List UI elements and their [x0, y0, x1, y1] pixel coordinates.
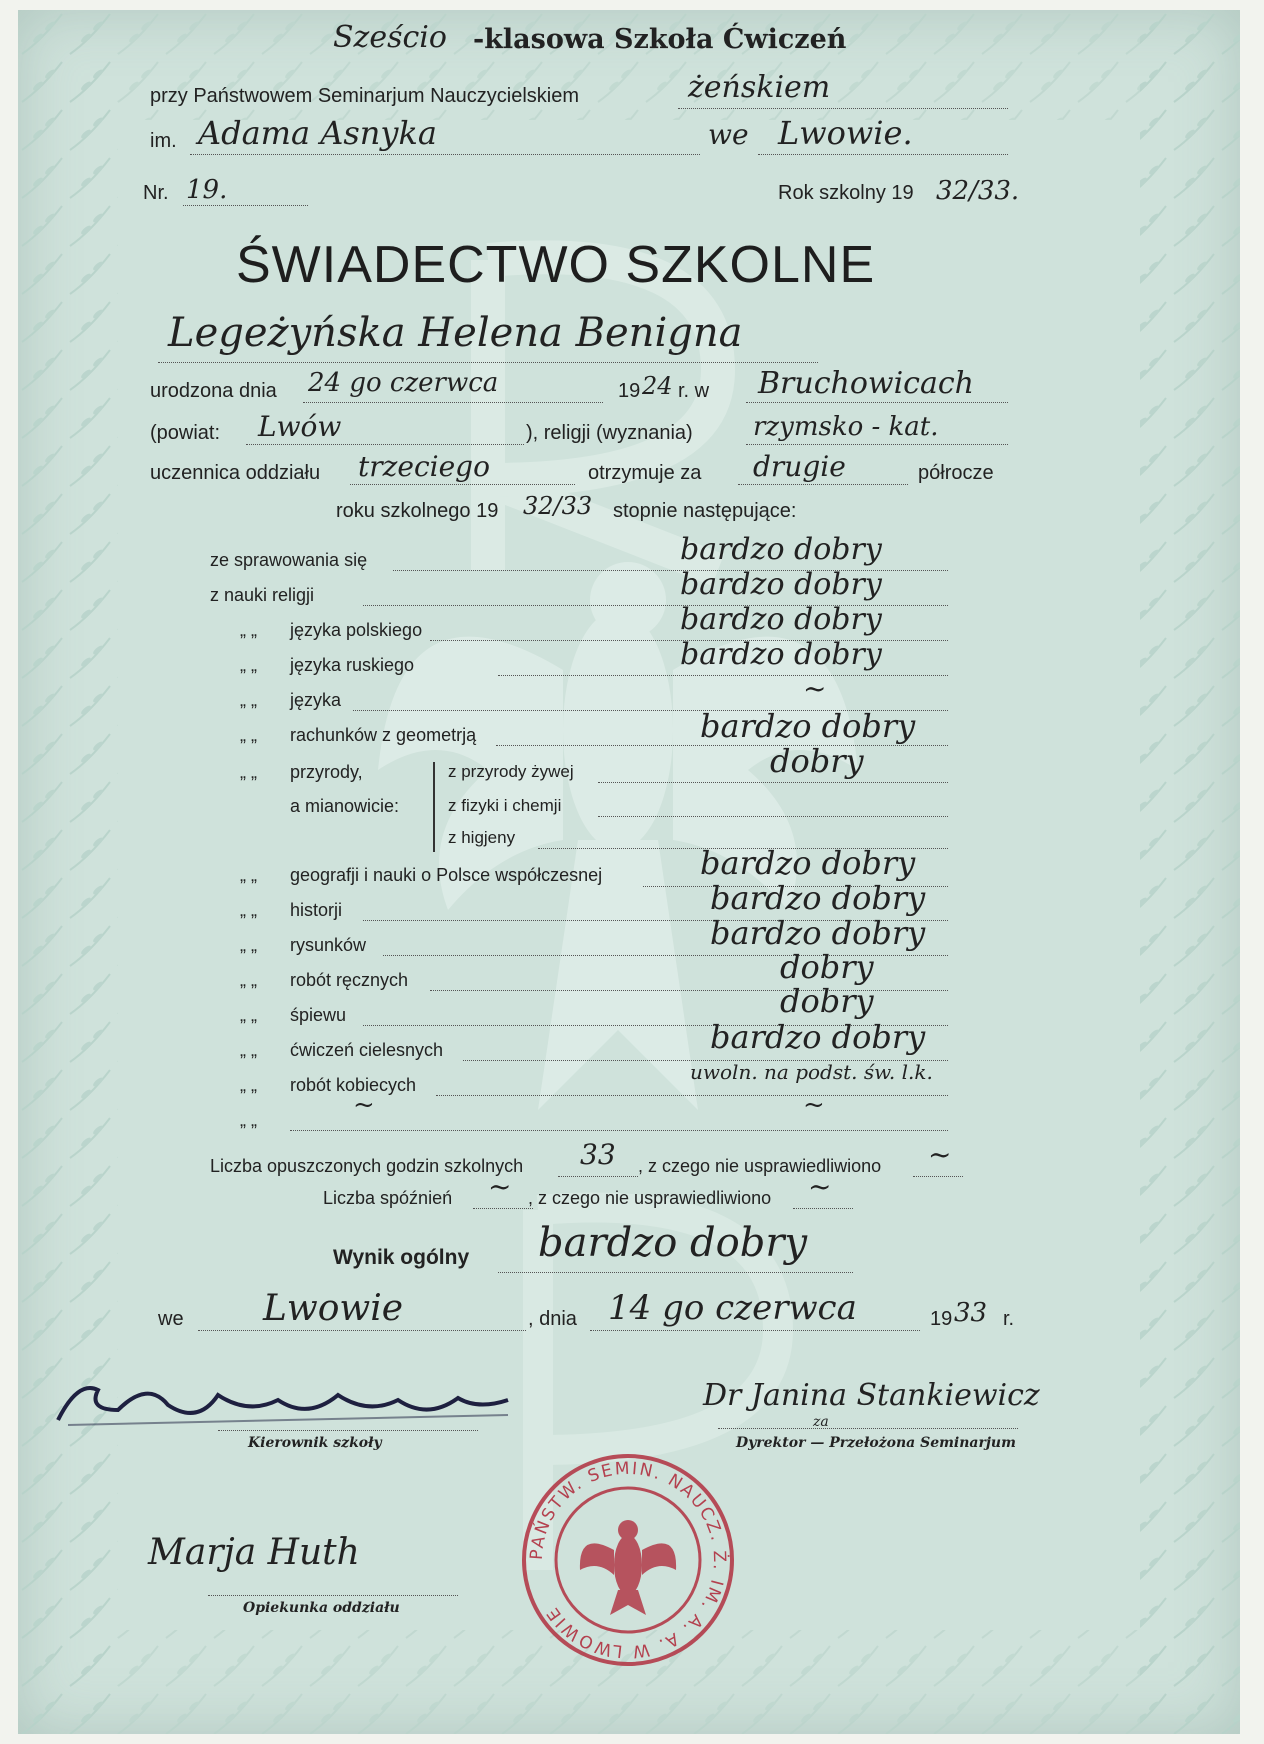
grade-subject: historji	[290, 900, 343, 920]
dotted-rule	[718, 1428, 1018, 1429]
date-label: , dnia	[528, 1308, 577, 1330]
ditto-marks: „ „	[240, 690, 257, 710]
document-title: ŚWIADECTWO SZKOLNE	[236, 236, 876, 294]
grade-subject: z nauki religji	[210, 585, 315, 605]
dotted-rule	[913, 1176, 963, 1177]
school-year-label: Rok szkolny 19	[778, 182, 914, 204]
grade-subject: rachunków z geometrją	[290, 725, 477, 745]
late-value: ~	[488, 1170, 512, 1203]
born-day: 24 go czerwca	[308, 368, 499, 398]
grade-subject: rysunków	[290, 935, 367, 955]
dotted-rule	[198, 1330, 526, 1331]
grades-intro-year: 32/33	[523, 492, 593, 520]
dotted-rule	[590, 1330, 920, 1331]
dotted-rule	[436, 1095, 948, 1096]
ditto-marks: „ „	[240, 1110, 257, 1130]
seminary-type-handwritten: żeńskiem	[688, 70, 831, 105]
dotted-rule	[758, 154, 1008, 155]
director-signature: Dr Janina Stankiewicz	[703, 1378, 1040, 1413]
director-label: Dyrektor — Przełożona Seminarjum	[736, 1435, 1016, 1451]
dotted-rule	[746, 402, 1008, 403]
grade-value: ~	[803, 672, 827, 705]
dotted-rule	[473, 1208, 533, 1209]
dotted-rule	[793, 1208, 853, 1209]
ditto-marks: „ „	[240, 655, 257, 675]
grade-value: bardzo dobry	[680, 532, 882, 567]
born-label: urodzona dnia	[150, 380, 277, 402]
dotted-rule	[218, 1430, 478, 1431]
number-value: 19.	[186, 175, 228, 205]
grade-value: bardzo dobry	[680, 602, 882, 637]
dotted-rule	[158, 362, 818, 363]
dotted-rule	[746, 444, 1008, 445]
late-unexcused-label: , z czego nie usprawiedliwiono	[528, 1188, 772, 1208]
school-type-handwritten: Sześcio	[333, 20, 447, 55]
grade-subject: języka	[290, 690, 342, 710]
patron-label: im.	[150, 130, 177, 152]
grades-intro-prefix: roku szkolnego 19	[336, 500, 499, 522]
director-for-note: za	[813, 1414, 829, 1430]
district-label: (powiat:	[150, 422, 221, 444]
ditto-marks: „ „	[240, 970, 257, 990]
ditto-marks: „ „	[240, 865, 257, 885]
grade-value: dobry	[780, 982, 874, 1020]
dotted-rule	[498, 675, 948, 676]
grade-value: bardzo dobry	[680, 637, 882, 672]
seminary-label: przy Państwowem Seminarjum Nauczycielskiem	[150, 85, 580, 107]
late-label: Liczba spóźnień	[323, 1188, 453, 1208]
issue-year-prefix: 19	[930, 1308, 953, 1330]
place-city: Lwowie	[263, 1288, 404, 1329]
city-handwritten: Lwowie.	[778, 114, 913, 152]
grade-value: bardzo dobry	[700, 844, 916, 882]
dotted-rule	[598, 782, 948, 783]
ditto-marks: „ „	[240, 900, 257, 920]
ditto-marks: „ „	[240, 1005, 257, 1025]
dotted-rule	[183, 205, 308, 206]
ditto-marks: „ „	[240, 1075, 257, 1095]
number-label: Nr.	[143, 182, 169, 204]
grade-value: bardzo dobry	[710, 1018, 926, 1056]
dotted-rule	[738, 484, 908, 485]
grade-value: ~	[803, 1090, 825, 1120]
grade-value: dobry	[780, 948, 874, 986]
overall-result-value: bardzo dobry	[538, 1220, 808, 1266]
ditto-marks: „ „	[240, 725, 257, 745]
principal-label: Kierownik szkoły	[248, 1435, 382, 1451]
patron-handwritten: Adama Asnyka	[198, 114, 437, 152]
grade-value: bardzo dobry	[680, 567, 882, 602]
born-year-prefix: 19	[618, 380, 641, 402]
grade-subject: robót kobiecych	[290, 1075, 417, 1095]
ditto-marks: „ „	[240, 620, 257, 640]
official-stamp-icon	[518, 1450, 738, 1670]
nature-subcategory: z higjeny	[448, 828, 516, 847]
class-value: trzeciego	[358, 450, 490, 483]
guardian-signature: Marja Huth	[148, 1532, 360, 1573]
grade-subject: przyrody,	[290, 762, 363, 782]
born-year-suffix: r. w	[678, 380, 710, 402]
dotted-rule	[303, 402, 603, 403]
ditto-marks: „ „	[240, 935, 257, 955]
grade-value: dobry	[770, 742, 864, 780]
grade-subject: języka ruskiego	[290, 655, 415, 675]
receives-label: otrzymuje za	[588, 462, 702, 484]
religion-label: ), religji (wyznania)	[526, 422, 693, 444]
dotted-rule	[558, 1176, 638, 1177]
grade-subject: ze sprawowania się	[210, 550, 368, 570]
school-year-value: 32/33.	[936, 176, 1020, 206]
grade-subject: a mianowicie:	[290, 796, 400, 816]
nature-subcategory: z przyrody żywej	[448, 762, 574, 781]
grades-intro-suffix: stopnie następujące:	[613, 500, 797, 522]
dotted-rule	[598, 816, 948, 817]
nature-subcategory: z fizyki i chemji	[448, 796, 562, 815]
absence-unexcused-value: ~	[928, 1138, 952, 1171]
semester-value: drugie	[753, 450, 846, 483]
issue-year-suffix: r.	[1003, 1308, 1015, 1330]
issue-date: 14 go czerwca	[608, 1288, 857, 1328]
grade-value: uwoln. na podst. św. l.k.	[690, 1060, 933, 1084]
grade-value: bardzo dobry	[700, 707, 916, 745]
ditto-marks: „ „	[240, 1040, 257, 1060]
semester-label: półrocze	[918, 462, 994, 484]
grade-subject: ćwiczeń cielesnych	[290, 1040, 444, 1060]
born-year: 24	[642, 372, 673, 400]
issue-year: 33	[954, 1298, 988, 1328]
born-place: Bruchowicach	[758, 366, 974, 401]
absence-hours-label: Liczba opuszczonych godzin szkolnych	[210, 1156, 524, 1176]
class-label: uczennica oddziału	[150, 462, 321, 484]
absence-hours-value: 33	[580, 1138, 616, 1171]
dotted-rule	[190, 154, 700, 155]
dotted-rule	[498, 1272, 853, 1273]
late-unexcused-value: ~	[808, 1170, 832, 1203]
subcategory-brace	[433, 762, 435, 852]
ditto-marks: „ „	[240, 762, 257, 782]
grade-subject: robót ręcznych	[290, 970, 409, 990]
grade-subject: geografji i nauki o Polsce współczesnej	[290, 865, 603, 885]
city-prefix-handwritten: we	[708, 118, 749, 151]
grade-subject: języka polskiego	[290, 620, 423, 640]
place-prefix: we	[158, 1308, 184, 1330]
absence-unexcused-label: , z czego nie usprawiedliwiono	[638, 1156, 882, 1176]
district-value: Lwów	[258, 410, 342, 443]
grade-value: bardzo dobry	[710, 914, 926, 952]
school-type-printed: -klasowa Szkoła Ćwiczeń	[473, 24, 847, 55]
overall-result-label: Wynik ogólny	[333, 1246, 470, 1269]
dotted-rule	[678, 108, 1008, 109]
grade-subject-blank: ~	[353, 1090, 375, 1120]
dotted-rule	[208, 1595, 458, 1596]
guardian-label: Opiekunka oddziału	[243, 1600, 400, 1616]
certificate-document	[18, 10, 1240, 1734]
religion-value: rzymsko - kat.	[753, 412, 939, 442]
dotted-rule	[290, 1130, 948, 1131]
dotted-rule	[246, 444, 524, 445]
grade-subject: śpiewu	[290, 1005, 347, 1025]
grade-value: bardzo dobry	[710, 879, 926, 917]
dotted-rule	[496, 745, 948, 746]
stamp-ring-text: PAŃSTW. SEMIN. NAUCZ. Ż. IM. A. A. W LWOWIE	[526, 1458, 730, 1662]
dotted-rule	[350, 484, 575, 485]
student-name: Legeżyńska Helena Benigna	[168, 310, 743, 356]
